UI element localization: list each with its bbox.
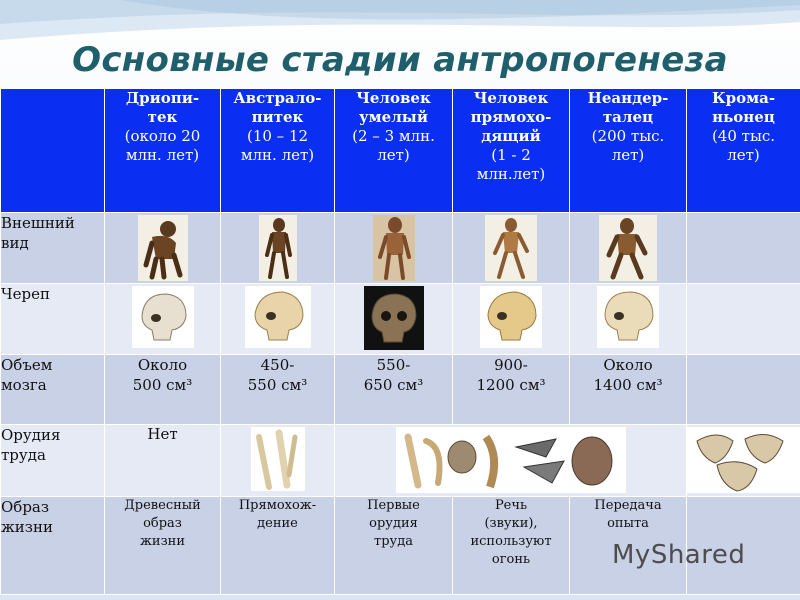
- appearance-dryopithecus: [105, 213, 221, 284]
- skull-cro-magnon: [687, 284, 800, 355]
- watermark-logo: [612, 540, 745, 570]
- brain-volume-australopithecus: 450- 550 см³: [221, 355, 335, 425]
- header-row: [1, 89, 800, 213]
- brain-volume-homo-habilis: 550- 650 см³: [335, 355, 453, 425]
- lifestyle-dryopithecus: Древесный образ жизни: [105, 497, 221, 595]
- tools-dryopithecus: Нет: [105, 425, 221, 497]
- skull-image: [132, 286, 194, 348]
- lifestyle-homo-habilis: Первые орудия труда: [335, 497, 453, 595]
- column-header-australopithecus: Австрало- питек (10 – 12 млн. лет): [221, 89, 335, 213]
- skull-image: [597, 286, 659, 348]
- skull-image: [245, 286, 311, 348]
- header-corner: [1, 89, 105, 213]
- row-brain-volume: [1, 355, 800, 425]
- row-label-lifestyle: Образ жизни: [1, 497, 105, 595]
- lifestyle-neanderthal: Передача опыта: [570, 497, 687, 595]
- watermark-text: MyShared: [612, 540, 746, 570]
- brain-volume-neanderthal: Около 1400 см³: [570, 355, 687, 425]
- column-header-dryopithecus: Дриопи- тек (около 20 млн. лет): [105, 89, 221, 213]
- tools-stone-tools-group: [335, 425, 687, 497]
- flint-points-image: [687, 427, 800, 493]
- hominid-figure-image: [259, 215, 297, 281]
- row-skull: [1, 284, 800, 355]
- skull-dryopithecus: [105, 284, 221, 355]
- skull-image: [480, 286, 542, 348]
- skull-homo-erectus: [453, 284, 570, 355]
- row-label-appearance: Внешний вид: [1, 213, 105, 284]
- appearance-cro-magnon: [687, 213, 800, 284]
- hominid-figure-image: [485, 215, 537, 281]
- row-tools: [1, 425, 800, 497]
- stone-tools-image: [396, 427, 626, 493]
- brain-volume-dryopithecus: Около 500 см³: [105, 355, 221, 425]
- column-header-cro-magnon: Крома- ньонец (40 тыс. лет): [687, 89, 800, 213]
- hominid-figure-image: [373, 215, 415, 281]
- lifestyle-australopithecus: Прямохож- дение: [221, 497, 335, 595]
- bone-tools-image: [251, 427, 305, 491]
- appearance-homo-habilis: [335, 213, 453, 284]
- tools-australopithecus: [221, 425, 335, 497]
- skull-neanderthal: [570, 284, 687, 355]
- lifestyle-homo-erectus: Речь (звуки), используют огонь: [453, 497, 570, 595]
- row-appearance: [1, 213, 800, 284]
- brain-volume-homo-erectus: 900- 1200 см³: [453, 355, 570, 425]
- tools-flint-points: [687, 425, 800, 497]
- column-header-homo-habilis: Человек умелый (2 – 3 млн. лет): [335, 89, 453, 213]
- appearance-neanderthal: [570, 213, 687, 284]
- skull-australopithecus: [221, 284, 335, 355]
- row-label-skull: Череп: [1, 284, 105, 355]
- column-header-homo-erectus: Человек прямохо- дящий (1 - 2 млн.лет): [453, 89, 570, 213]
- hominid-figure-image: [138, 215, 188, 281]
- appearance-homo-erectus: [453, 213, 570, 284]
- hominid-figure-image: [599, 215, 657, 281]
- page-title: Основные стадии антропогенеза: [72, 40, 728, 80]
- column-header-neanderthal: Неандер- талец (200 тыс. лет): [570, 89, 687, 213]
- row-label-tools: Орудия труда: [1, 425, 105, 497]
- skull-image: [364, 286, 424, 350]
- skull-homo-habilis: [335, 284, 453, 355]
- appearance-australopithecus: [221, 213, 335, 284]
- row-label-brain-volume: Объем мозга: [1, 355, 105, 425]
- anthropogenesis-table: [0, 88, 800, 595]
- brain-volume-cro-magnon: [687, 355, 800, 425]
